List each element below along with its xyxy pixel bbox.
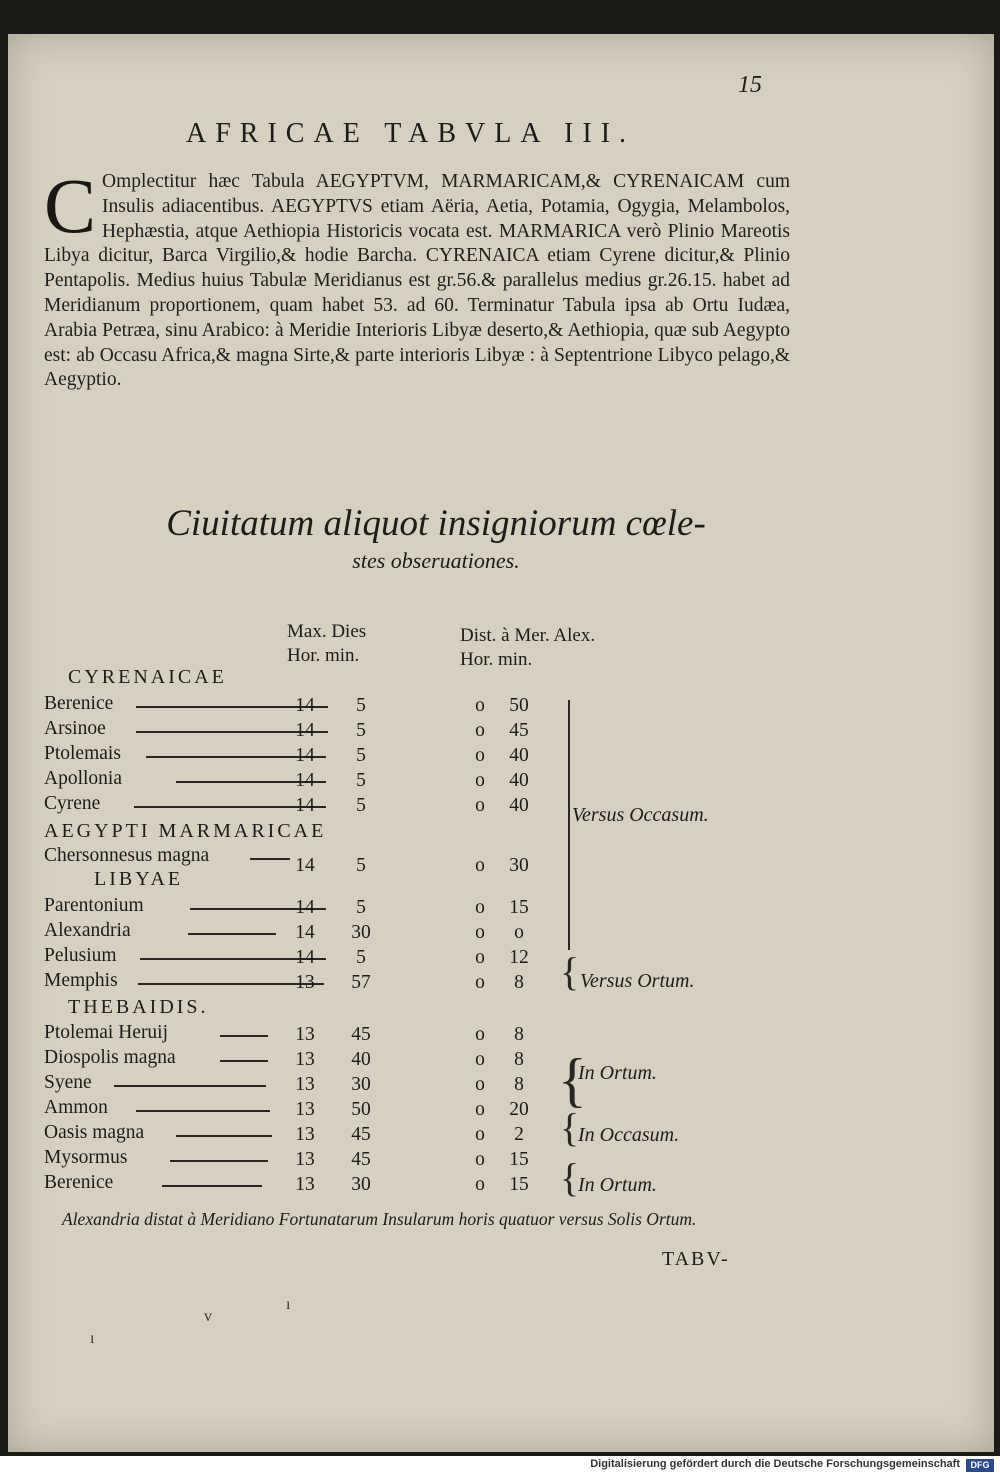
distance-minutes: 45 [509, 720, 529, 741]
leader-line [162, 1185, 262, 1187]
catchword: TABV- [662, 1248, 730, 1270]
drop-cap: C [44, 162, 97, 249]
max-dies-hours: 14 [295, 795, 315, 816]
distance-hours: o [475, 972, 485, 993]
max-dies-minutes: 5 [356, 947, 366, 968]
max-dies-minutes: 30 [351, 1074, 371, 1095]
distance-minutes: 2 [514, 1124, 524, 1145]
city-name: Memphis [44, 970, 118, 991]
city-name: Diospolis magna [44, 1047, 176, 1068]
leader-line [220, 1060, 268, 1062]
max-dies-hours: 14 [295, 897, 315, 918]
city-name: Mysormus [44, 1147, 128, 1168]
dfg-logo-icon: DFG [966, 1459, 994, 1472]
col-max-dies-units: Hor. min. [287, 645, 360, 666]
table-row [44, 1122, 564, 1148]
max-dies-minutes: 57 [351, 972, 371, 993]
city-name: Ammon [44, 1097, 108, 1118]
leader-line [136, 1110, 270, 1112]
max-dies-minutes: 5 [356, 897, 366, 918]
max-dies-hours: 14 [295, 720, 315, 741]
city-name: Oasis magna [44, 1122, 145, 1143]
max-dies-minutes: 5 [356, 855, 366, 876]
distance-minutes: 8 [514, 1049, 524, 1070]
stray-mark: ı [286, 1296, 291, 1313]
table-row [44, 1072, 564, 1098]
table-row [44, 1047, 564, 1073]
distance-minutes: 8 [514, 972, 524, 993]
max-dies-minutes: 45 [351, 1024, 371, 1045]
max-dies-minutes: 30 [351, 922, 371, 943]
brace-icon: { [558, 1047, 587, 1113]
city-name: Pelusium [44, 945, 117, 966]
distance-minutes: 20 [509, 1099, 529, 1120]
stray-mark: ı [90, 1330, 95, 1347]
distance-hours: o [475, 1124, 485, 1145]
distance-hours: o [475, 770, 485, 791]
max-dies-minutes: 45 [351, 1124, 371, 1145]
distance-minutes: 8 [514, 1074, 524, 1095]
note-in-ortum-1: In Ortum. [578, 1062, 657, 1084]
dfg-footer-bar [0, 1456, 1000, 1476]
distance-minutes: 50 [509, 695, 529, 716]
stray-mark: v [204, 1308, 212, 1325]
distance-hours: o [475, 1074, 485, 1095]
brace-icon: { [560, 1105, 580, 1150]
intro-text: Omplectitur hæc Tabula AEGYPTVM, MARMARICAM,& CYRENAICAM cum Insulis adiacentibus. AEGYPTVS etiam Aëria, Aetia, Potamia, Ogygia, Melambolos, Hephæstia, atque Aethiopia Historicis vocata est. MARMARICA verò Plinio Mareotis Libya dicitur, Barca Virgilio,& hodie Barcha. CYRENAICA etiam Cyrene dicitur,& Plinio Pentapolis. Medius huius Tabulæ Meridianus est gr.56.& parallelus medius gr.26.15. habet ad Meridianum proportionem, quam habet 53. ad 60. Terminatur Tabula ipsa ab Ortu Iudæa, Arabia Petræa, sinu Arabico: à Meridie Interioris Libyæ deserto,& Aethiopia, quæ sub Aegypto est: ab Occasu Africa,& magna Sirte,& parte interioris Libyæ : à Septentrione Libyco pelago,& Aegyptio. [44, 171, 790, 391]
max-dies-minutes: 5 [356, 770, 366, 791]
leader-line [170, 1160, 268, 1162]
section-heading: Ciuitatum aliquot insigniorum cœle- [166, 503, 706, 544]
distance-minutes: 8 [514, 1024, 524, 1045]
distance-minutes: 40 [509, 770, 529, 791]
city-name: Berenice [44, 1172, 114, 1193]
distance-minutes: 15 [509, 1149, 529, 1170]
dfg-credit-text: Digitalisierung gefördert durch die Deutsche Forschungsgemeinschaft [590, 1458, 960, 1470]
table-row [44, 1172, 564, 1198]
table-row [44, 743, 564, 769]
city-name: Ptolemai Heruij [44, 1022, 169, 1043]
region-thebaidis: THEBAIDIS. [68, 996, 209, 1018]
max-dies-minutes: 5 [356, 745, 366, 766]
distance-minutes: 15 [509, 1174, 529, 1195]
col-distance-units: Hor. min. [460, 649, 533, 670]
footnote: Alexandria distat à Meridiano Fortunatarum Insularum horis quatuor versus Solis Ortum. [62, 1209, 697, 1229]
leader-line [220, 1035, 268, 1037]
max-dies-hours: 13 [295, 1024, 315, 1045]
occasum-bracket [568, 700, 570, 950]
table-row [44, 718, 564, 744]
distance-minutes: 15 [509, 897, 529, 918]
note-in-occasum: In Occasum. [578, 1124, 680, 1146]
max-dies-hours: 14 [295, 922, 315, 943]
max-dies-hours: 14 [295, 695, 315, 716]
distance-hours: o [475, 1149, 485, 1170]
city-name: Syene [44, 1072, 92, 1093]
table-row [44, 895, 564, 921]
note-versus-ortum: Versus Ortum. [580, 970, 695, 992]
distance-minutes: 40 [509, 745, 529, 766]
table-row [44, 1147, 564, 1173]
max-dies-hours: 13 [295, 1174, 315, 1195]
table-row [44, 945, 564, 971]
col-distance-head [460, 624, 595, 672]
max-dies-minutes: 50 [351, 1099, 371, 1120]
col-max-dies-label: Max. Dies [287, 621, 367, 642]
table-row [44, 970, 564, 996]
max-dies-hours: 13 [295, 1149, 315, 1170]
table-row [44, 693, 564, 719]
running-title: AFRICAE TABVLA III. [186, 118, 636, 149]
distance-hours: o [475, 897, 485, 918]
distance-minutes: 12 [509, 947, 529, 968]
note-in-ortum-2: In Ortum. [578, 1174, 657, 1196]
max-dies-hours: 13 [295, 1124, 315, 1145]
region-aegypti: AEGYPTI MARMARICAE [44, 820, 327, 842]
city-name: Berenice [44, 693, 114, 714]
city-name: Apollonia [44, 768, 122, 789]
distance-hours: o [475, 1049, 485, 1070]
brace-icon: { [560, 949, 580, 994]
leader-line [250, 858, 290, 860]
col-distance-label: Dist. à Mer. Alex. [460, 625, 596, 646]
table-row [44, 1022, 564, 1048]
max-dies-minutes: 30 [351, 1174, 371, 1195]
max-dies-hours: 14 [295, 745, 315, 766]
max-dies-hours: 14 [295, 855, 315, 876]
distance-hours: o [475, 695, 485, 716]
table-row [44, 1097, 564, 1123]
max-dies-minutes: 45 [351, 1149, 371, 1170]
col-max-dies-head [287, 620, 366, 668]
distance-hours: o [475, 745, 485, 766]
max-dies-hours: 13 [295, 1099, 315, 1120]
max-dies-hours: 14 [295, 770, 315, 791]
max-dies-minutes: 5 [356, 695, 366, 716]
distance-hours: o [475, 795, 485, 816]
distance-hours: o [475, 947, 485, 968]
max-dies-hours: 13 [295, 972, 315, 993]
leader-line [114, 1085, 266, 1087]
section-subheading: stes obseruationes. [352, 548, 520, 573]
leader-line [188, 933, 276, 935]
city-name: Alexandria [44, 920, 131, 941]
city-name: Ptolemais [44, 743, 121, 764]
distance-hours: o [475, 855, 485, 876]
distance-hours: o [475, 720, 485, 741]
max-dies-minutes: 5 [356, 795, 366, 816]
distance-minutes: o [514, 922, 524, 943]
distance-minutes: 40 [509, 795, 529, 816]
region-cyrenaicae: CYRENAICAE [68, 666, 227, 688]
note-versus-occasum: Versus Occasum. [572, 804, 709, 826]
distance-hours: o [475, 1174, 485, 1195]
max-dies-hours: 13 [295, 1074, 315, 1095]
distance-hours: o [475, 1099, 485, 1120]
table-row [44, 768, 564, 794]
page-number: 15 [738, 72, 762, 98]
distance-hours: o [475, 922, 485, 943]
city-name: Parentonium [44, 895, 144, 916]
table-row [44, 793, 564, 819]
max-dies-minutes: 40 [351, 1049, 371, 1070]
distance-minutes: 30 [509, 855, 529, 876]
region-libyae: LIBYAE [94, 868, 184, 890]
intro-paragraph [44, 162, 790, 393]
distance-hours: o [475, 1024, 485, 1045]
brace-icon: { [560, 1155, 580, 1200]
table-row [44, 845, 564, 876]
city-name: Cyrene [44, 793, 101, 814]
max-dies-hours: 13 [295, 1049, 315, 1070]
leader-line [176, 1135, 272, 1137]
city-name: Arsinoe [44, 718, 106, 739]
city-name: Chersonnesus magna [44, 845, 210, 866]
max-dies-hours: 14 [295, 947, 315, 968]
max-dies-minutes: 5 [356, 720, 366, 741]
table-row [44, 920, 564, 946]
